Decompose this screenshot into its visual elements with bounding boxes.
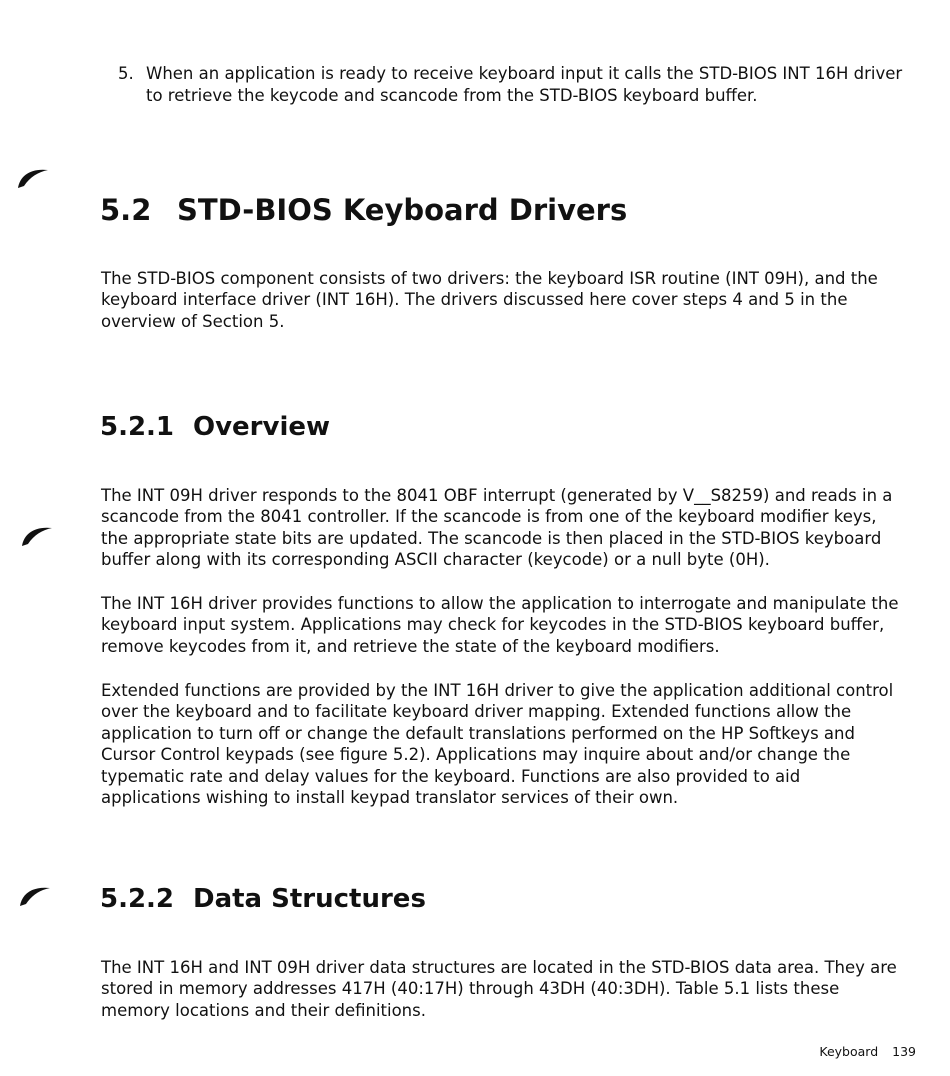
list-item-text: When an application is ready to receive keyboard input it calls the STD-BIOS INT 16H driver to retrieve the keycode and scancode from the STD-BIOS keyboard buffer. bbox=[146, 64, 903, 105]
overview-paragraph-3: Extended functions are provided by the INT 16H driver to give the application additional control over the keyboard and to facilitate keyboard driver mapping. Extended functions allow the application to turn off or change the default translations performed on the HP Softkeys and Cursor Control keypads (see figure 5.2). Applications may inquire about and/or change the typematic rate and delay values for the keyboard. Functions are also provided to aid applications wishing to install keypad translator services of their own. bbox=[101, 681, 894, 808]
footer-label: Keyboard bbox=[819, 1044, 879, 1059]
section-heading-5-2-1 bbox=[100, 411, 330, 443]
binder-hole-mark-icon bbox=[18, 884, 52, 908]
list-item-number: 5. bbox=[118, 64, 134, 83]
section-heading-5-2 bbox=[100, 193, 627, 227]
section-title: STD-BIOS Keyboard Drivers bbox=[177, 193, 628, 227]
section-number: 5.2 bbox=[100, 193, 152, 227]
binder-hole-mark-icon bbox=[20, 524, 54, 548]
section-number: 5.2.1 bbox=[100, 412, 175, 442]
overview-paragraph-2: The INT 16H driver provides functions to allow the application to interrogate and manipulate the keyboard input system. Applications may check for keycodes in the STD-BIOS keyboard buffer, remove keycodes from it, and retrieve the state of the keyboard modifiers. bbox=[101, 594, 899, 656]
section-heading-5-2-2 bbox=[100, 883, 426, 915]
page-footer bbox=[819, 1044, 916, 1060]
page-number: 139 bbox=[892, 1044, 916, 1059]
section-5-2-paragraph: The STD-BIOS component consists of two drivers: the keyboard ISR routine (INT 09H), and the keyboard interface driver (INT 16H). The drivers discussed here cover steps 4 and 5 in the overview of Section 5. bbox=[101, 269, 878, 331]
binder-hole-mark-icon bbox=[16, 166, 50, 190]
section-number: 5.2.2 bbox=[100, 884, 175, 914]
overview-paragraph-1: The INT 09H driver responds to the 8041 OBF interrupt (generated by V__S8259) and reads in a scancode from the 8041 controller. If the scancode is from one of the keyboard modifier keys, the appropriate state bits are updated. The scancode is then placed in the STD-BIOS keyboard buffer along with its corresponding ASCII character (keycode) or a null byte (0H). bbox=[101, 486, 893, 570]
section-title: Overview bbox=[193, 412, 331, 442]
data-structures-paragraph: The INT 16H and INT 09H driver data structures are located in the STD-BIOS data area. They are stored in memory addresses 417H (40:17H) through 43DH (40:3DH). Table 5.1 lists these memory locations and their definitions. bbox=[101, 958, 897, 1020]
section-title: Data Structures bbox=[193, 884, 426, 914]
numbered-list-item bbox=[118, 63, 908, 107]
